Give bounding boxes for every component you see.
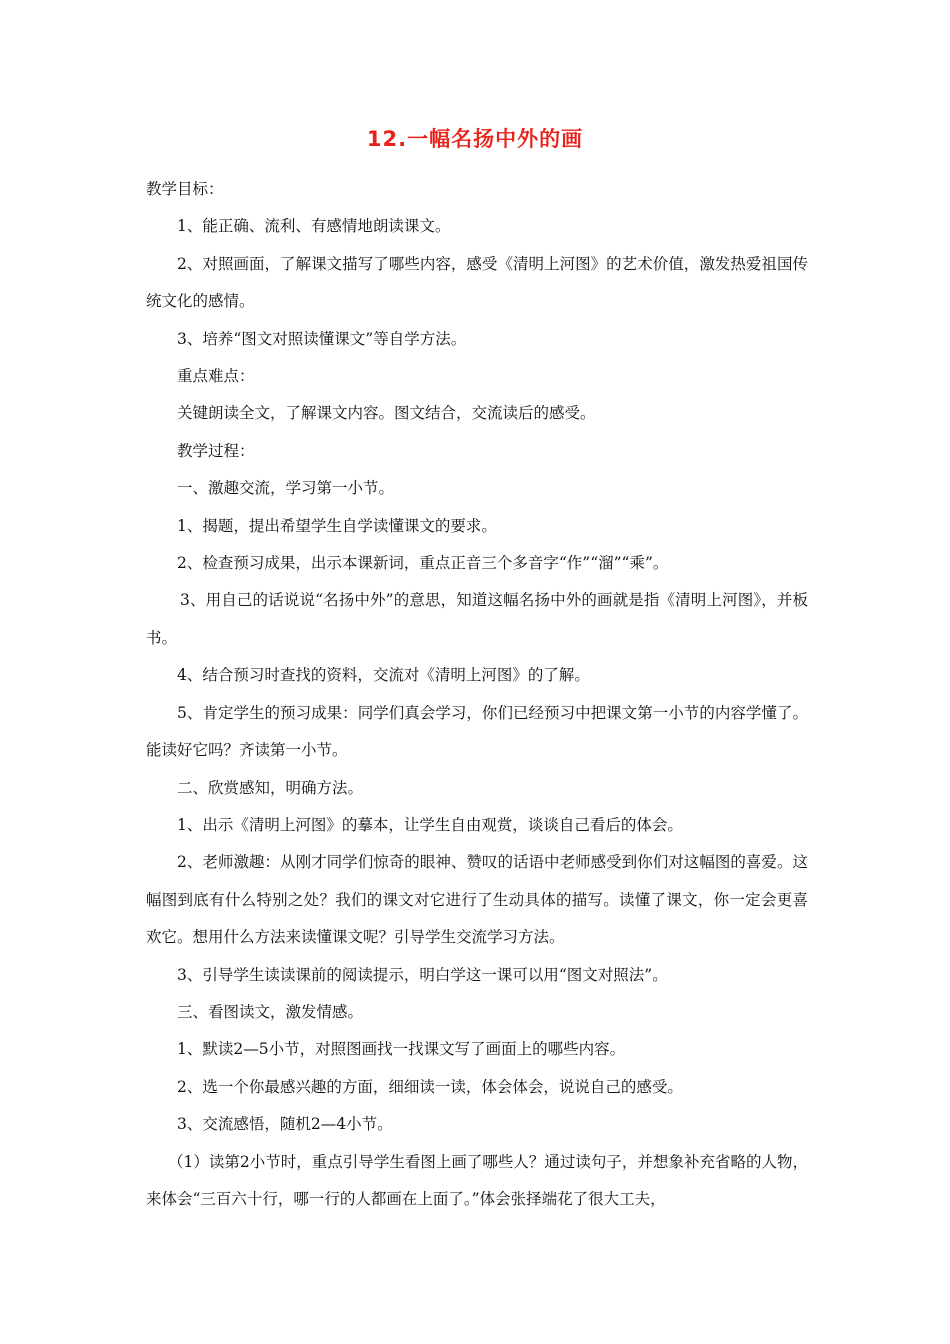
- paragraph: 4、结合预习时查找的资料，交流对《清明上河图》的了解。: [177, 666, 590, 685]
- paragraph: 一、激趣交流，学习第一小节。: [177, 479, 395, 498]
- paragraph: 二、欣赏感知，明确方法。: [177, 778, 364, 797]
- paragraph: 2、选一个你最感兴趣的方面，细细读一读，体会体会，说说自己的感受。: [177, 1077, 683, 1096]
- paragraph: 2、对照画面，了解课文描写了哪些内容，感受《清明上河图》的艺术价值，激发热爱祖国传统文化的感情。: [146, 254, 808, 311]
- paragraph: 1、能正确、流利、有感情地朗读课文。: [177, 217, 451, 236]
- paragraph: 关键朗读全文，了解课文内容。图文结合，交流读后的感受。: [177, 404, 596, 423]
- paragraph: 3、引导学生读读课前的阅读提示，明白学这一课可以用“图文对照法”。: [177, 965, 668, 984]
- paragraph: 5、肯定学生的预习成果：同学们真会学习，你们已经预习中把课文第一小节的内容学懂了。能读好它吗？齐读第一小节。: [146, 703, 808, 760]
- paragraph: 3、培养“图文对照读懂课文”等自学方法。: [177, 329, 467, 348]
- paragraph: 重点难点：: [177, 367, 255, 386]
- paragraph: 1、出示《清明上河图》的摹本，让学生自由观赏，谈谈自己看后的体会。: [177, 815, 683, 834]
- paragraph: 2、检查预习成果，出示本课新词，重点正音三个多音字“作”“溜”“乘”。: [177, 554, 669, 573]
- paragraph: 1、默读2—5小节，对照图画找一找课文写了画面上的哪些内容。: [177, 1040, 626, 1059]
- paragraph: 2、老师激趣：从刚才同学们惊奇的眼神、赞叹的话语中老师感受到你们对这幅图的喜爱。这幅图到底有什么特别之处？我们的课文对它进行了生动具体的描写。读懂了课文，你一定会更喜欢它。想用什么方法来读懂课文呢？引导学生交流学习方法。: [146, 853, 808, 947]
- document-body: [146, 171, 808, 1218]
- paragraph: 3、用自己的话说说“名扬中外”的意思，知道这幅名扬中外的画就是指《清明上河图》，并板书。: [146, 591, 808, 647]
- paragraph: 教学目标：: [146, 180, 224, 198]
- paragraph: 1、揭题，提出希望学生自学读懂课文的要求。: [177, 516, 497, 535]
- paragraph: （1）读第2小节时，重点引导学生看图上画了哪些人？通过读句子，并想象补充省略的人物，来体会“三百六十行，哪一行的人都画在上面了。”体会张择端花了很大工夫，: [146, 1152, 808, 1208]
- paragraph: 教学过程：: [177, 441, 255, 460]
- paragraph: 三、看图读文，激发情感。: [177, 1002, 364, 1021]
- paragraph: 3、交流感悟，随机2—4小节。: [177, 1115, 393, 1134]
- page-title: 12.一幅名扬中外的画: [366, 127, 584, 151]
